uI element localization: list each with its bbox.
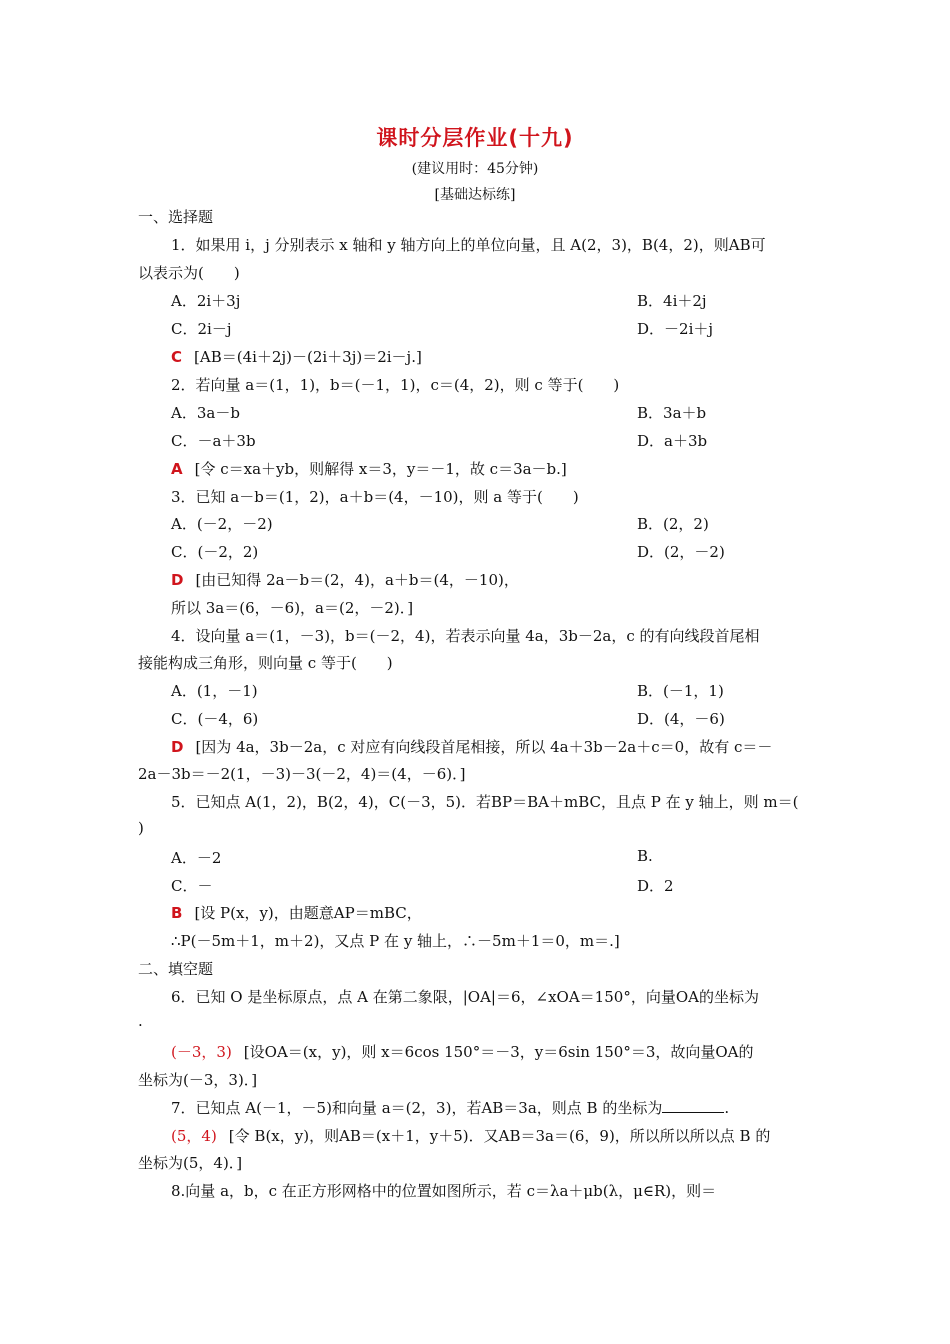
q1-option-row-1 [171,290,821,311]
q4-explanation-cont: 2a－3b＝－2(1，－3)－3(－2，4)＝(4，－6)．] [138,765,466,783]
q1-explanation: [AB＝(4i＋2j)－(2i＋3j)＝2i－j.] [194,348,422,366]
q2-solution [171,458,821,479]
section-heading-choice: 一、选择题 [138,208,214,226]
q3-solution [171,569,821,590]
q1-option-b: B．4i＋2j [637,292,707,310]
q3-option-a: A．(－2，－2) [171,515,273,533]
q5-option-d: D．2 [637,877,674,895]
q1-solution [171,346,821,367]
q3-option-c: C．(－2，2) [171,543,259,561]
q2-stem: 2．若向量 a＝(1，1)，b＝(－1，1)，c＝(4，2)，则 c 等于( ) [171,376,620,394]
q4-option-b: B．(－1，1) [637,682,724,700]
q2-option-c: C．－a＋3b [171,432,256,450]
q7-answer-blank [662,1098,724,1113]
q4-stem: 4．设向量 a＝(1，－3)，b＝(－2，4)，若表示向量 4a，3b－2a，c 的有向线段首尾相 [171,627,760,645]
q4-solution [171,736,821,757]
q5-option-b: B. [637,847,653,865]
q7-stem [171,1097,821,1118]
q1-option-a: A．2i＋3j [171,292,241,310]
q6-stem-cont: . [138,1012,143,1030]
q3-option-d: D．(2，－2) [637,543,725,561]
q3-option-row-1 [171,513,821,534]
q1-stem: 1．如果用 i，j 分别表示 x 轴和 y 轴方向上的单位向量，且 A(2，3)，B(4，2)，则AB可 [171,236,766,254]
q1-option-d: D．－2i＋j [637,320,714,338]
q5-option-c: C．－ [171,877,213,895]
q4-option-row-2 [171,708,821,729]
q1-stem-cont: 以表示为( ) [138,264,240,282]
q6-explanation-cont: 坐标为(－3，3)．] [138,1071,258,1089]
q1-answer: C [171,348,183,366]
q2-option-a: A．3a－b [171,404,240,422]
q7-explanation: [令 B(x，y)，则AB＝(x＋1，y＋5)．又AB＝3a＝(6，9)，所以所以所以点 B 的 [228,1127,771,1145]
page-title: 课时分层作业(十九) [376,126,574,150]
q5-option-row-2 [171,875,821,896]
q2-option-row-2 [171,430,821,451]
q5-solution [171,902,821,923]
q6-stem: 6．已知 O 是坐标原点，点 A 在第二象限，|OA|＝6，∠xOA＝150°，向量OA的坐标为 [171,988,759,1006]
q3-stem: 3．已知 a－b＝(1，2)，a＋b＝(4，－10)，则 a 等于( ) [171,488,579,506]
q5-option-a: A．－2 [171,849,222,867]
q4-option-c: C．(－4，6) [171,710,259,728]
q2-option-b: B．3a＋b [637,404,707,422]
q1-option-c: C．2i－j [171,320,232,338]
q2-option-d: D．a＋3b [637,432,708,450]
q3-option-row-2 [171,541,821,562]
q4-option-a: A．(1，－1) [171,682,258,700]
section-heading-fill: 二、填空题 [138,960,214,978]
q5-answer: B [171,904,183,922]
q7-answer: (5，4) [171,1127,217,1145]
q5-explanation: [设 P(x，y)，由题意AP＝mBC， [194,904,422,922]
q5-stem: 5．已知点 A(1，2)，B(2，4)，C(－3，5)．若BP＝BA＋mBC，且点 P 在 y 轴上，则 m＝( [171,793,799,811]
q4-option-d: D．(4，－6) [637,710,725,728]
q6-explanation: [设OA＝(x，y)，则 x＝6cos 150°＝－3，y＝6sin 150°＝3，故向量OA的 [243,1043,754,1061]
q2-explanation: [令 c＝xa＋yb，则解得 x＝3，y＝－1，故 c＝3a－b.] [194,460,567,478]
q8-stem: 8.向量 a，b，c 在正方形网格中的位置如图所示，若 c＝λa＋μb(λ，μ∈R)，则＝ [171,1182,717,1200]
q7-stem-end: . [724,1099,730,1117]
q7-explanation-cont: 坐标为(5，4)．] [138,1154,243,1172]
q3-explanation-cont: 所以 3a＝(6，－6)，a＝(2，－2)．] [171,599,414,617]
q3-option-b: B．(2，2) [637,515,709,533]
q5-stem-cont: ) [138,819,144,837]
q6-solution [171,1041,821,1062]
q4-option-row-1 [171,680,821,701]
q7-stem-text: 7．已知点 A(－1，－5)和向量 a＝(2，3)，若AB＝3a，则点 B 的坐标为 [171,1099,663,1117]
q6-answer: (－3，3) [171,1043,232,1061]
q4-explanation: [因为 4a，3b－2a，c 对应有向线段首尾相接，所以 4a＋3b－2a＋c＝0，故有 c＝－ [195,738,773,756]
q4-answer: D [171,738,184,756]
q5-option-row-1 [171,847,821,868]
q3-explanation: [由已知得 2a－b＝(2，4)，a＋b＝(4，－10)， [195,571,519,589]
page-subtitle: (建议用时：45分钟) [411,161,539,177]
q7-solution [171,1125,821,1146]
q4-stem-cont: 接能构成三角形，则向量 c 等于( ) [138,654,393,672]
q3-answer: D [171,571,184,589]
section-tag: [基础达标练] [434,187,516,203]
q2-answer: A [171,460,183,478]
q2-option-row-1 [171,402,821,423]
q5-explanation-cont: ∴P(－5m＋1，m＋2)，又点 P 在 y 轴上，∴－5m＋1＝0，m＝.] [171,932,620,950]
q1-option-row-2 [171,318,821,339]
